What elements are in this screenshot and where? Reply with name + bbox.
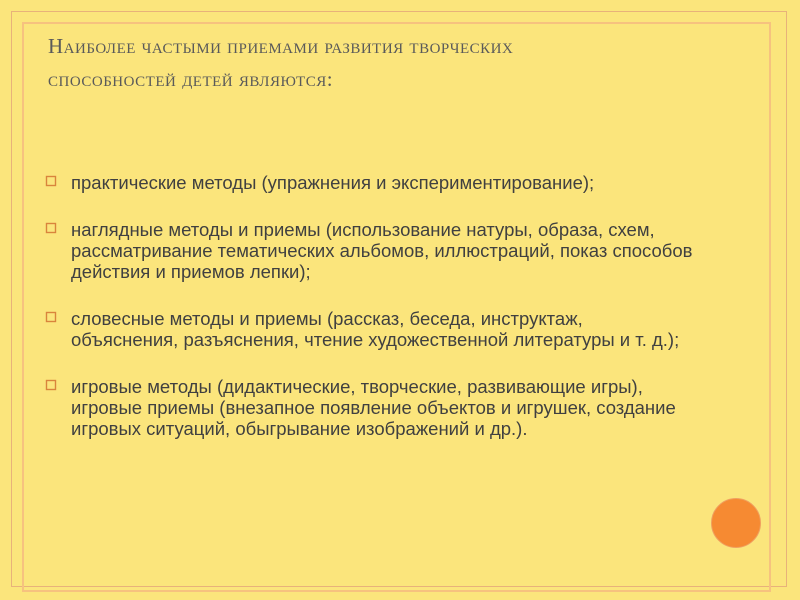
bullet-text: игровые методы (дидактические, творческие, развивающие игры), игровые приемы (внезапное появление объектов и игрушек, создание игровых ситуаций, обыгрывание изображений и др.). xyxy=(71,376,676,439)
hollow-square-bullet-icon xyxy=(45,222,57,234)
slide-title-line-1: Наиболее частыми приемами развития творческих xyxy=(48,34,514,58)
decorative-orange-circle xyxy=(711,498,761,548)
hollow-square-bullet-icon xyxy=(45,379,57,391)
bullet-list xyxy=(45,172,695,465)
hollow-square-bullet-icon xyxy=(45,311,57,323)
bullet-item-visual xyxy=(45,219,695,282)
slide-title xyxy=(48,30,748,96)
bullet-text: практические методы (упражнения и экспериментирование); xyxy=(71,172,595,193)
bullet-item-practical xyxy=(45,172,695,193)
slide-title-line-2: способностей детей являются: xyxy=(48,67,334,91)
hollow-square-bullet-icon xyxy=(45,175,57,187)
bullet-text: наглядные методы и приемы (использование натуры, образа, схем, рассматривание тематических альбомов, иллюстраций, показ способов действия и приемов лепки); xyxy=(71,219,693,282)
bullet-item-game xyxy=(45,376,695,439)
bullet-item-verbal xyxy=(45,308,695,350)
bullet-text: словесные методы и приемы (рассказ, беседа, инструктаж, объяснения, разъяснения, чтение художественной литературы и т. д.); xyxy=(71,308,680,350)
